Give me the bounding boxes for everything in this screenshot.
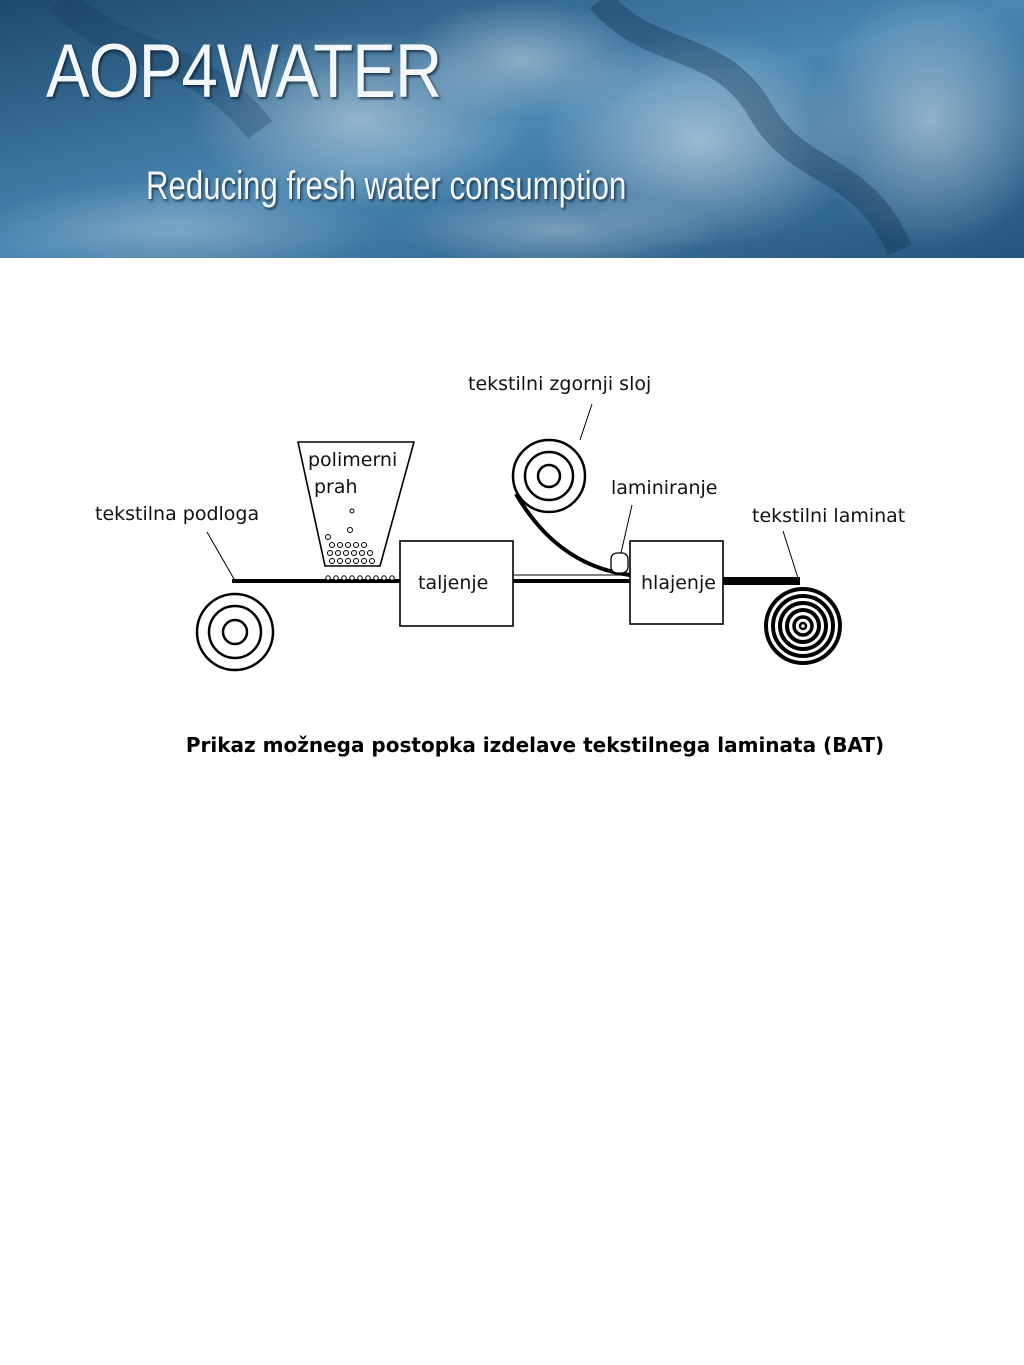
label-polymer-powder-line2: prah: [314, 476, 358, 498]
substrate-roll: [197, 594, 273, 670]
diagram-caption: Prikaz možnega postopka izdelave tekstilnega laminata (BAT): [185, 733, 885, 757]
label-lamination: laminiranje: [611, 477, 718, 499]
banner-subtitle: Reducing fresh water consumption: [146, 164, 627, 208]
top-layer-roll: [513, 440, 585, 512]
label-textile-laminate: tekstilni laminat: [752, 505, 906, 527]
powder-on-web: [326, 576, 394, 580]
lamination-process-diagram: [0, 258, 1024, 728]
label-polymer-powder-line1: polimerni: [308, 449, 398, 471]
laminate-roll: [766, 589, 840, 663]
label-melting: taljenje: [418, 572, 489, 594]
header-banner: [0, 0, 1024, 258]
label-textile-substrate: tekstilna podloga: [95, 503, 260, 525]
label-top-textile-layer: tekstilni zgornji sloj: [468, 373, 652, 395]
label-cooling: hlajenje: [641, 572, 716, 594]
lamination-roller: [611, 553, 628, 573]
banner-title: AOP4WATER: [46, 29, 442, 114]
